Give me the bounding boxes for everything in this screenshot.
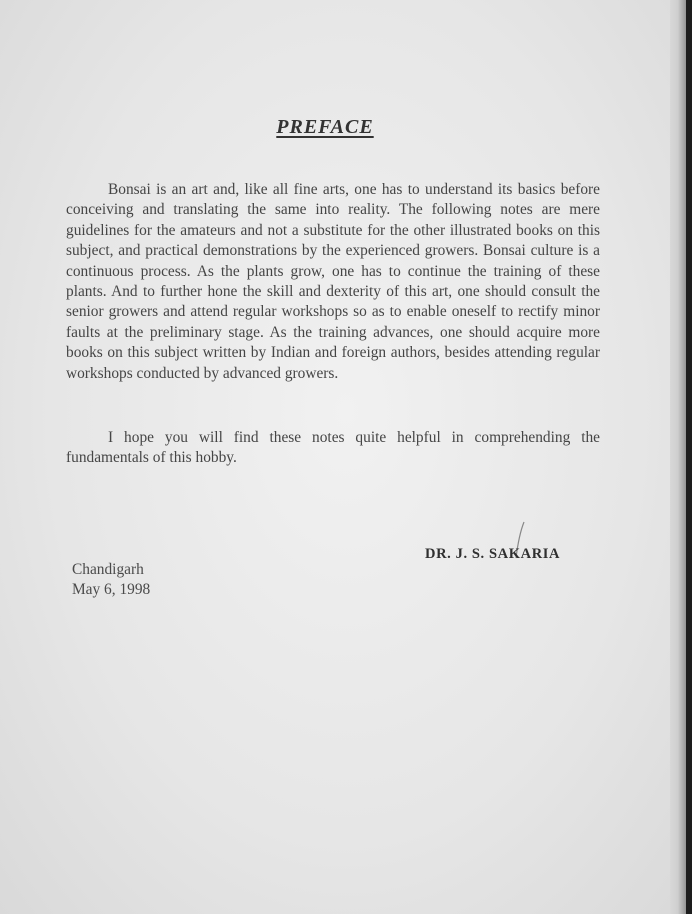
paragraph-text: Bonsai is an art and, like all fine arts, one has to understand its basics before conceiving and translating the same into reality. The following notes are mere guidelines for the amateurs and not a substitute for the other illustrated books on this subject, and practical demonstrations by the experienced growers. Bonsai culture is a continuous process. As the plants grow, one has to continue the training of these plants. And to further hone the skill and dexterity of this art, one should consult the senior growers and attend regular workshops so as to enable oneself to rectify minor faults at the preliminary stage. As the training advances, one should acquire more books on this subject written by Indian and foreign authors, besides attending regular workshops conducted by advanced growers. bbox=[66, 181, 600, 382]
page-title: PREFACE bbox=[276, 116, 374, 138]
preface-paragraph-1 bbox=[66, 180, 600, 384]
page-edge-border bbox=[686, 0, 692, 914]
author-name: DR. J. S. SAKARIA bbox=[425, 546, 561, 562]
paragraph-text: I hope you will find these notes quite helpful in comprehending the fundamentals of this hobby. bbox=[66, 429, 600, 467]
date-text: May 6, 1998 bbox=[72, 581, 151, 598]
preface-paragraph-2 bbox=[66, 428, 600, 469]
place-text: Chandigarh bbox=[72, 561, 144, 578]
place-and-date bbox=[72, 560, 150, 600]
